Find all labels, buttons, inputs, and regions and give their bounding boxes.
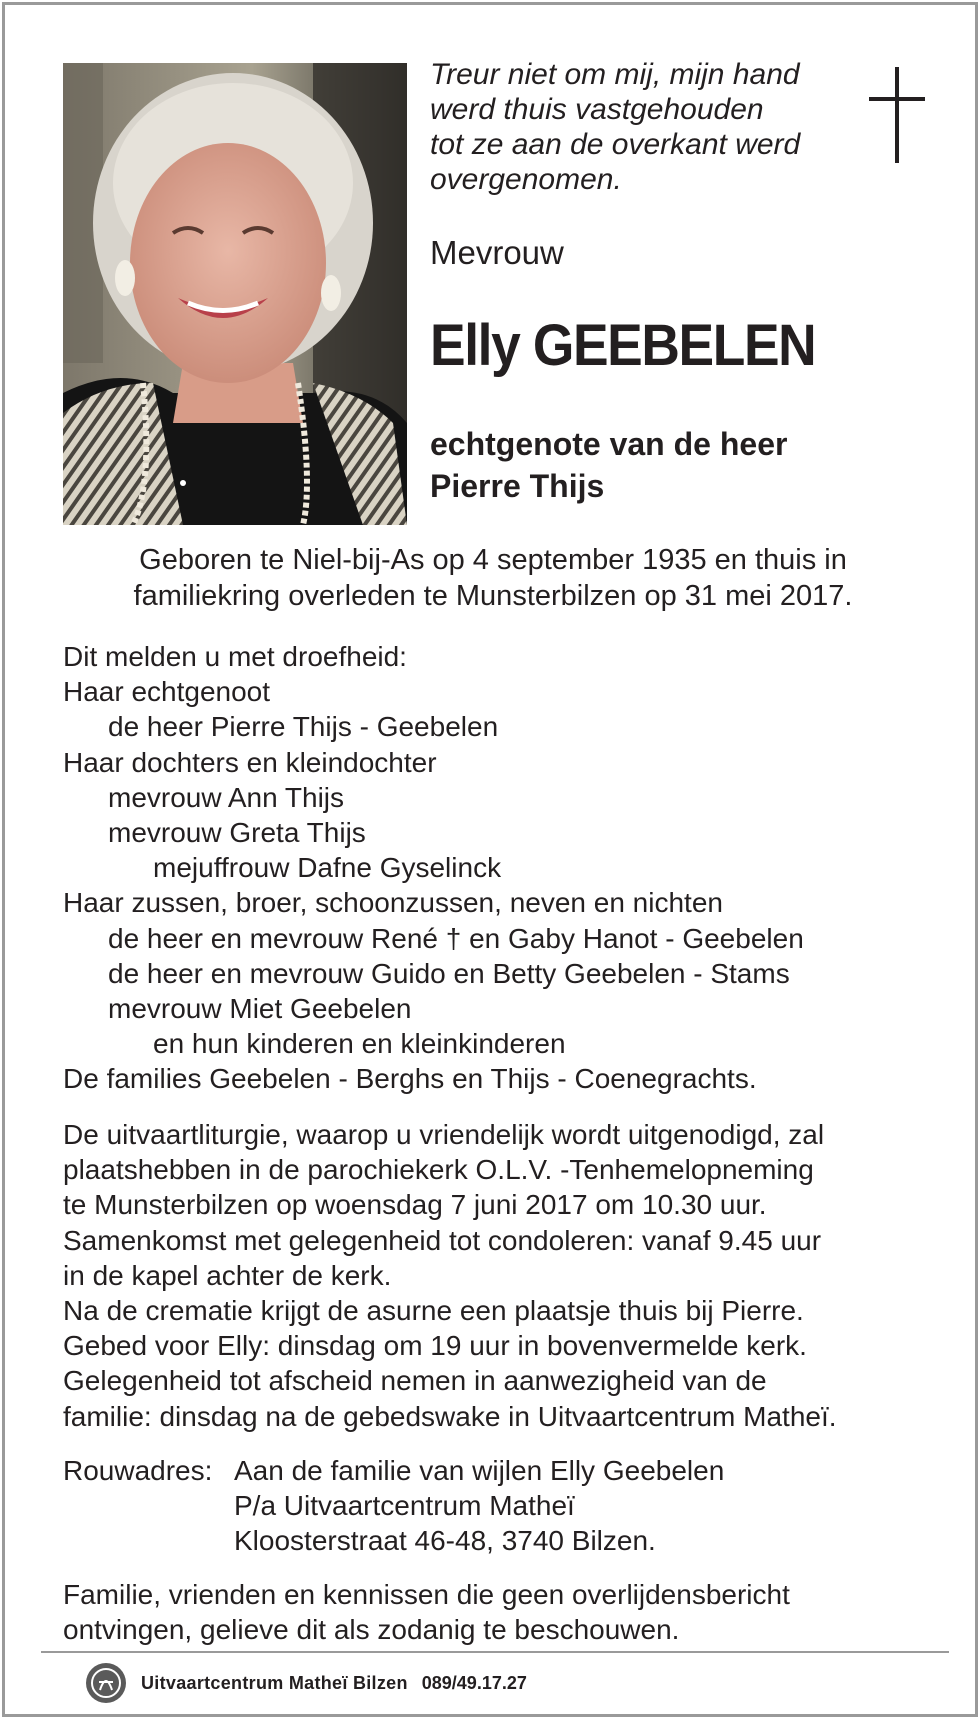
family-line: de heer en mevrouw Guido en Betty Geebelen - Stams xyxy=(108,957,790,989)
mourning-address xyxy=(63,1453,943,1559)
family-list xyxy=(63,639,943,1097)
ceremony-line: Na de crematie krijgt de asurne een plaatsje thuis bij Pierre. xyxy=(63,1295,804,1327)
ceremony-info xyxy=(63,1117,963,1434)
family-line: mevrouw Greta Thijs xyxy=(108,817,366,849)
poem-line: overgenomen. xyxy=(430,163,622,196)
poem-line: werd thuis vastgehouden xyxy=(430,93,764,126)
closing-line: ontvingen, gelieve dit als zodanig te beschouwen. xyxy=(63,1614,680,1646)
poem-line: tot ze aan de overkant werd xyxy=(430,128,801,161)
address-label: Rouwadres: xyxy=(63,1455,213,1486)
obituary-card xyxy=(2,2,978,1717)
family-line: mevrouw Miet Geebelen xyxy=(108,993,412,1025)
birth-death-line: Geboren te Niel-bij-As op 4 september 1935 en thuis in xyxy=(139,544,847,576)
family-line: de heer Pierre Thijs - Geebelen xyxy=(108,711,499,743)
deceased-name: Elly GEEBELEN xyxy=(430,313,816,378)
poem xyxy=(430,57,850,197)
closing-note xyxy=(63,1577,943,1647)
family-intro: Dit melden u met droefheid: xyxy=(63,641,407,672)
family-line: Haar echtgenoot xyxy=(63,676,271,708)
portrait-photo xyxy=(63,63,407,525)
ceremony-line: plaatshebben in de parochiekerk O.L.V. -Tenhemelopneming xyxy=(63,1154,814,1186)
family-line: mevrouw Ann Thijs xyxy=(108,781,345,813)
ceremony-line: te Munsterbilzen op woensdag 7 juni 2017 om 10.30 uur. xyxy=(63,1189,767,1221)
funeral-home-name: Uitvaartcentrum Matheï Bilzen xyxy=(141,1672,408,1693)
family-line: De families Geebelen - Berghs en Thijs - Coenegrachts. xyxy=(63,1063,757,1095)
funeral-home-logo-icon xyxy=(85,1662,127,1704)
family-line: Haar dochters en kleindochter xyxy=(63,746,437,778)
address-line: Kloosterstraat 46-48, 3740 Bilzen. xyxy=(234,1525,656,1557)
ceremony-line: Samenkomst met gelegenheid tot condoleren: vanaf 9.45 uur xyxy=(63,1224,822,1256)
spouse-info xyxy=(430,423,787,507)
funeral-home-phone: 089/49.17.27 xyxy=(421,1672,527,1693)
honorific: Mevrouw xyxy=(430,234,564,271)
ceremony-line: Gebed voor Elly: dinsdag om 19 uur in bovenvermelde kerk. xyxy=(63,1330,807,1362)
family-line: mejuffrouw Dafne Gyselinck xyxy=(153,852,502,884)
closing-line: Familie, vrienden en kennissen die geen overlijdensbericht xyxy=(63,1579,790,1610)
ceremony-line: familie: dinsdag na de gebedswake in Uitvaartcentrum Matheï. xyxy=(63,1400,837,1432)
ceremony-line: in de kapel achter de kerk. xyxy=(63,1259,392,1291)
portrait-image-icon xyxy=(63,63,407,525)
cross-icon xyxy=(869,67,925,163)
address-line: Aan de familie van wijlen Elly Geebelen xyxy=(234,1455,725,1486)
family-line: en hun kinderen en kleinkinderen xyxy=(153,1028,566,1060)
ceremony-line: Gelegenheid tot afscheid nemen in aanwezigheid van de xyxy=(63,1365,767,1397)
birth-death-line: familiekring overleden te Munsterbilzen op 31 mei 2017. xyxy=(133,580,853,612)
spouse-line: Pierre Thijs xyxy=(430,468,605,504)
family-line: de heer en mevrouw René † en Gaby Hanot - Geebelen xyxy=(108,922,804,954)
family-line: Haar zussen, broer, schoonzussen, neven en nichten xyxy=(63,887,723,919)
footer-divider xyxy=(41,1651,949,1653)
footer xyxy=(85,1661,527,1705)
spouse-line: echtgenote van de heer xyxy=(430,426,788,462)
address-line: P/a Uitvaartcentrum Matheï xyxy=(234,1490,575,1522)
birth-death-info xyxy=(63,542,923,614)
poem-line: Treur niet om mij, mijn hand xyxy=(430,58,800,91)
ceremony-line: De uitvaartliturgie, waarop u vriendelijk wordt uitgenodigd, zal xyxy=(63,1119,825,1150)
